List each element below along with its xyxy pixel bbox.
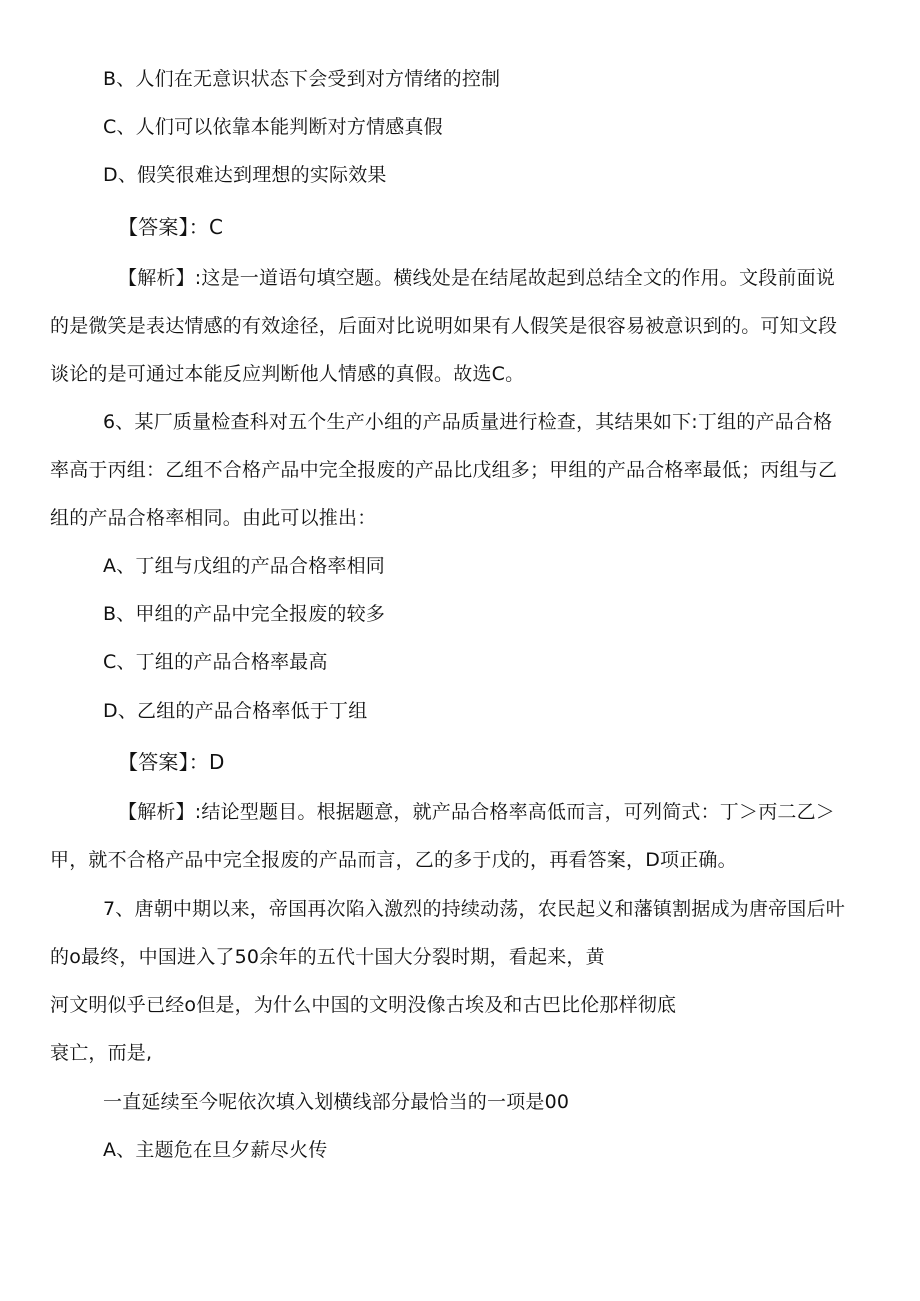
analysis-line: 【解析】:这是一道语句填空题。横线处是在结尾故起到总结全文的作用。文段前面说	[118, 267, 836, 289]
question-stem-line: 河文明似乎已经o但是，为什么中国的文明没像古埃及和古巴比伦那样彻底	[50, 994, 677, 1016]
question-stem-line: 7、唐朝中期以来，帝国再次陷入激烈的持续动荡，农民起义和藩镇割据成为唐帝国后叶	[103, 898, 845, 920]
question-stem-line: 的o最终，中国进入了50余年的五代十国大分裂时期，看起来，黄	[50, 946, 605, 968]
question-prompt-line: 一直延续至今呢依次填入划横线部分最恰当的一项是00	[103, 1091, 570, 1113]
question-stem-line: 衰亡，而是,	[50, 1042, 153, 1064]
analysis-line: 甲，就不合格产品中完全报废的产品而言，乙的多于戊的，再看答案，D项正确。	[50, 849, 737, 871]
option-b-line: B、人们在无意识状态下会受到对方情绪的控制	[103, 68, 501, 90]
analysis-line: 的是微笑是表达情感的有效途径，后面对比说明如果有人假笑是很容易被意识到的。可知文段	[50, 315, 838, 337]
option-b-line: B、甲组的产品中完全报废的较多	[103, 603, 386, 625]
answer-line: 【答案】：D	[118, 750, 225, 774]
question-stem-line: 组的产品合格率相同。由此可以推出：	[50, 507, 377, 529]
analysis-line: 谈论的是可通过本能反应判断他人情感的真假。故选C。	[50, 363, 525, 385]
analysis-line: 【解析】:结论型题目。根据题意，就产品合格率高低而言，可列简式：丁＞丙二乙＞	[118, 801, 836, 823]
option-a-line: A、丁组与戊组的产品合格率相同	[103, 555, 385, 577]
option-d-line: D、假笑很难达到理想的实际效果	[103, 164, 387, 186]
question-stem-line: 率高于丙组：乙组不合格产品中完全报废的产品比戊组多；甲组的产品合格率最低；丙组与乙	[50, 459, 838, 481]
option-d-line: D、乙组的产品合格率低于丁组	[103, 700, 368, 722]
option-c-line: C、人们可以依靠本能判断对方情感真假	[103, 116, 443, 138]
answer-line: 【答案】：C	[118, 215, 224, 239]
question-stem-line: 6、某厂质量检查科对五个生产小组的产品质量进行检查，其结果如下:丁组的产品合格	[103, 411, 833, 433]
option-c-line: C、丁组的产品合格率最高	[103, 651, 328, 673]
option-a-line: A、主题危在旦夕薪尽火传	[103, 1139, 328, 1161]
